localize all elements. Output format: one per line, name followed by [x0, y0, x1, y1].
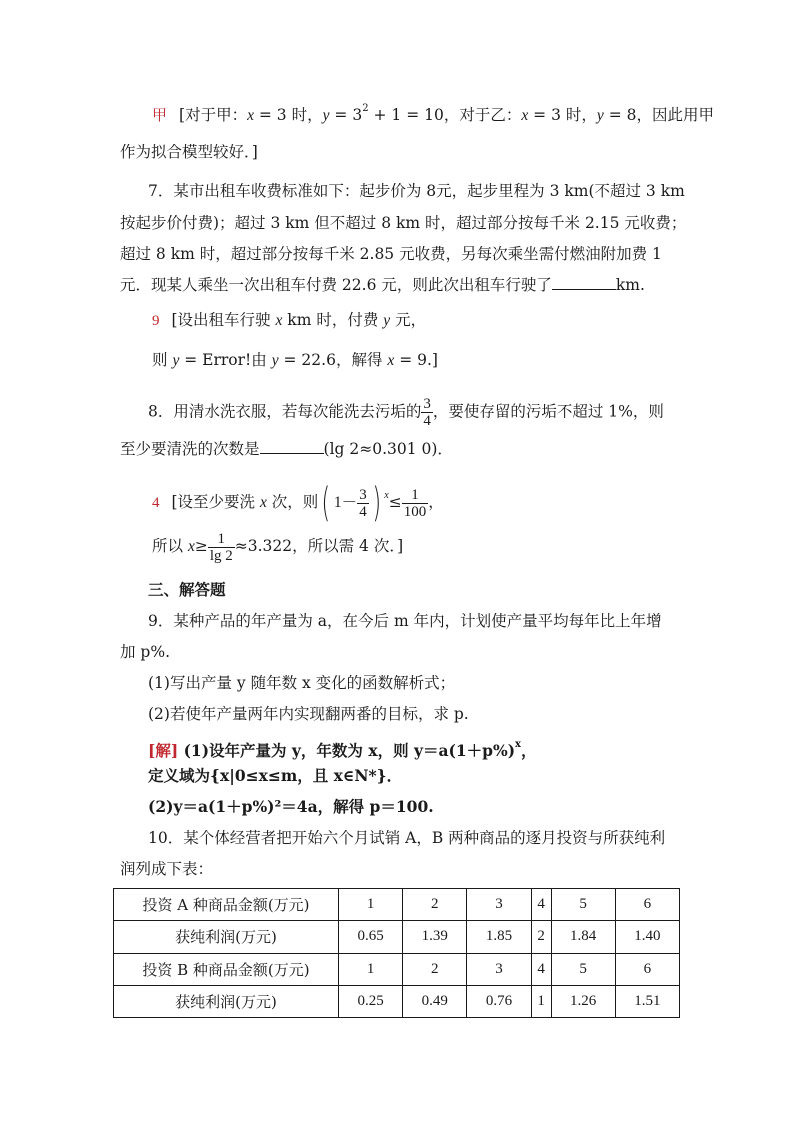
- question-9-part-2: (2)若使年产量两年内实现翻两番的目标，求 p.: [148, 705, 469, 723]
- question-10-line-1: 10．某个体经营者把开始六个月试销 A，B 两种商品的逐月投资与所获纯利: [148, 829, 666, 847]
- question-7-line-1: 7．某市出租车收费标准如下：起步价为 8元，起步里程为 3 km(不超过 3 km: [148, 182, 685, 200]
- answer-label: 4: [152, 495, 160, 511]
- table-row: [114, 985, 680, 1017]
- table-cell: 2: [531, 921, 551, 953]
- q6-answer-line: 甲 [对于甲：x = 3 时，$y = 3^2 + 1 = 10$，对于乙：x = 3 时，y = 8，因此用甲: [152, 103, 714, 124]
- question-9-line-1: 9．某种产品的年产量为 a，在今后 m 年内，计划使产量平均每年比上年增: [148, 612, 662, 630]
- question-7-line-4: 元．现某人乘坐一次出租车付费 22.6 元，则此次出租车行驶了 km.: [120, 276, 645, 294]
- table-cell: 4: [531, 953, 551, 985]
- q7-solution-line-1: 9 [设出租车行驶 x km 时，付费 y 元，: [152, 311, 427, 329]
- question-8-line-1: 8．用清水洗衣服，若每次能洗去污垢的 $\frac{3}{4}$ ，要使存留的污垢不超过 1%，则: [148, 396, 664, 429]
- answer-label: 甲: [152, 108, 168, 124]
- table-cell: 4: [531, 889, 551, 921]
- table-cell: 0.25: [339, 985, 403, 1017]
- table-row: [114, 921, 680, 953]
- question-10-line-2: 润列成下表：: [120, 860, 214, 878]
- table-cell: 1.51: [615, 985, 679, 1017]
- table-cell: 2: [403, 953, 467, 985]
- table-cell: 5: [551, 953, 615, 985]
- solution-label: [解]: [148, 741, 179, 760]
- q9-solution-line-3: (2)y＝a(1＋p%)²＝4a，解得 p＝100.: [148, 797, 434, 816]
- q7-solution-line-2: 则 y = Error!由 y = 22.6，解得 x = 9.]: [152, 351, 438, 369]
- table-cell: 2: [403, 889, 467, 921]
- table-cell: 1.39: [403, 921, 467, 953]
- table-cell: 1: [531, 985, 551, 1017]
- answer-label: 9: [152, 313, 160, 329]
- table-cell: 1: [339, 953, 403, 985]
- fraction: $\frac{3}{4}$: [359, 486, 367, 520]
- q9-solution-line-1: [解] (1)设年产量为 y，年数为 x，则 $y=a(1+p\%)^x$，: [148, 739, 537, 760]
- fraction: $\frac{1}{100}$: [403, 486, 427, 520]
- table-cell: 1.84: [551, 921, 615, 953]
- question-9-line-2: 加 p%.: [120, 643, 171, 661]
- table-cell: 0.76: [467, 985, 531, 1017]
- q8-solution-line-1: 4 [设至少要洗 x 次，则( 1－ $\frac{3}{4}$ ) $^x$≤ $\frac{1}{100}$ ，: [152, 480, 444, 526]
- table-cell: 1.26: [551, 985, 615, 1017]
- question-8-line-2: 至少要清洗的次数是 (lg 2≈0.301 0)．: [120, 440, 453, 458]
- table-cell: 6: [615, 889, 679, 921]
- table-cell: 1: [339, 889, 403, 921]
- answer-blank: [552, 275, 616, 290]
- table-cell: 1.40: [615, 921, 679, 953]
- question-7-line-2: 按起步价付费)；超过 3 km 但不超过 8 km 时，超过部分按每千米 2.15 元收费；: [120, 214, 687, 232]
- fraction: $\frac{1}{\lg 2}$: [209, 530, 233, 564]
- table-row: [114, 889, 680, 921]
- q6-answer-line-2: 作为拟合模型较好．]: [120, 143, 258, 161]
- row-header: 获纯利润(万元): [114, 985, 339, 1017]
- table-cell: 6: [615, 953, 679, 985]
- row-header: 获纯利润(万元): [114, 921, 339, 953]
- fraction: $\frac{3}{4}$: [423, 396, 431, 429]
- table-cell: 0.49: [403, 985, 467, 1017]
- table-cell: 3: [467, 889, 531, 921]
- row-header: 投资 A 种商品金额(万元): [114, 889, 339, 921]
- section-heading: 三、解答题: [148, 580, 226, 599]
- q8-solution-line-2: 所以 x≥ $\frac{1}{\lg 2}$ ≈3.322，所以需 4 次．]: [152, 530, 404, 564]
- table-cell: 0.65: [339, 921, 403, 953]
- table-cell: 1.85: [467, 921, 531, 953]
- table-row: [114, 953, 680, 985]
- investment-profit-table: [113, 888, 680, 1018]
- row-header: 投资 B 种商品金额(万元): [114, 953, 339, 985]
- answer-blank: [260, 439, 324, 454]
- q9-solution-line-2: 定义域为{x|0≤x≤m，且 x∈N*}．: [148, 766, 403, 785]
- question-9-part-1: (1)写出产量 y 随年数 x 变化的函数解析式；: [148, 674, 456, 692]
- table-cell: 5: [551, 889, 615, 921]
- question-7-line-3: 超过 8 km 时，超过部分按每千米 2.85 元收费，另每次乘坐需付燃油附加费 1: [120, 245, 662, 263]
- table-cell: 3: [467, 953, 531, 985]
